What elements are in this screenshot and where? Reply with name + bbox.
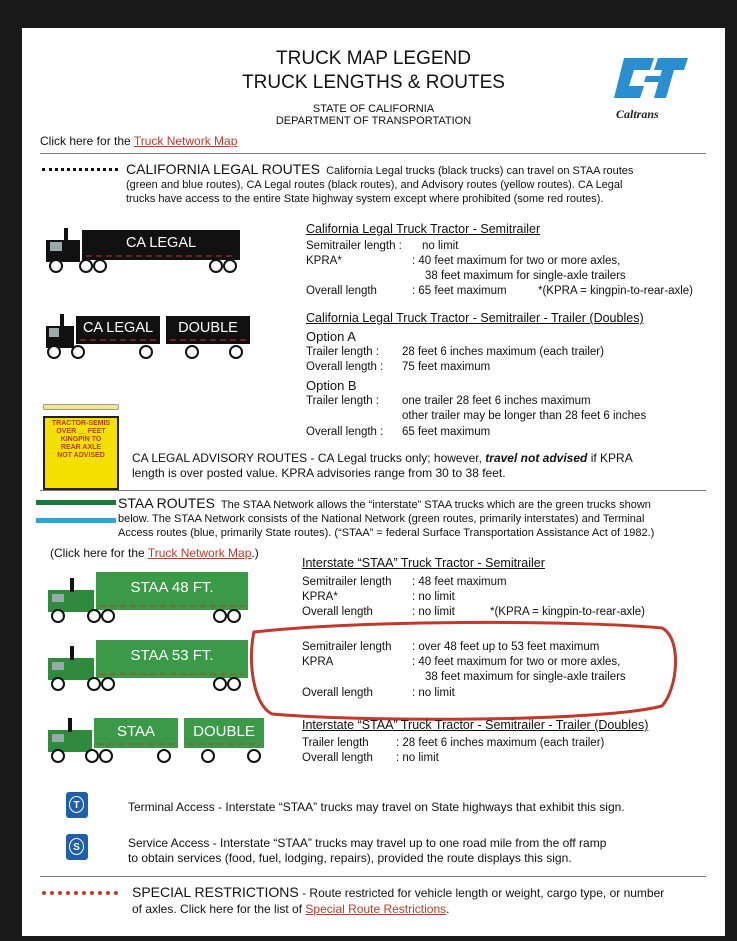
staa-48-truck-label: STAA 48 FT.: [130, 578, 214, 596]
option-a-trailer-label: Trailer length :: [306, 346, 380, 358]
agency-department: DEPARTMENT OF TRANSPORTATION: [275, 115, 472, 127]
option-a-heading: Option A: [306, 329, 356, 344]
staa-desc-2: below. The STAA Network consists of the National Network (green routes, primarily interstates) and Terminal: [118, 513, 645, 525]
ca-legal-route-swatch: [42, 168, 118, 174]
option-b-trailer-label: Trailer length :: [306, 395, 380, 407]
advisory-text-a: - CA Legal trucks only; however,: [310, 451, 482, 465]
staa-network-map-prefix: (Click here for the: [50, 546, 145, 560]
option-b-overall-value: 65 feet maximum: [402, 426, 491, 438]
staa-network-map-suffix: .): [251, 546, 259, 560]
special-restrictions-title: SPECIAL RESTRICTIONS: [132, 884, 299, 900]
special-restrictions-text-c: .: [446, 902, 450, 916]
staa-title: STAA ROUTES: [118, 495, 215, 511]
agency-state: STATE OF CALIFORNIA: [312, 103, 435, 115]
ca-legal-overall-label: Overall length: [306, 285, 377, 297]
legal-routes-desc-3: trucks have access to the entire State highway system except where prohibited (some red routes).: [126, 193, 604, 205]
staa-48-kpra-note: *(KPRA = kingpin-to-rear-axle): [490, 606, 645, 618]
legal-routes-desc-1: California Legal trucks (black trucks) can travel on STAA routes: [326, 165, 634, 177]
ca-legal-semitrailer-value: no limit: [422, 240, 459, 252]
staa-53-semitrailer-value: : over 48 feet up to 53 feet maximum: [412, 641, 600, 653]
staa-double-trailer-label: Trailer length: [302, 737, 369, 749]
staa-block: [118, 496, 718, 540]
ca-legal-spec-title: California Legal Truck Tractor - Semitrailer: [306, 222, 541, 236]
ca-double-truck: [42, 310, 252, 360]
truck-network-map-link[interactable]: Truck Network Map: [133, 134, 238, 148]
advisory-sign-line-4: REAR AXLE: [60, 444, 102, 451]
staa-48-truck: [44, 568, 250, 624]
legend-page: [22, 28, 725, 936]
staa-48-semitrailer-label: Semitrailer length: [302, 576, 392, 588]
caltrans-logo: [610, 52, 690, 122]
staa-double-spec-title: Interstate “STAA” Truck Tractor - Semitrailer - Trailer (Doubles): [302, 718, 649, 732]
ca-legal-kpra-value-2: 38 feet maximum for single-axle trailers: [425, 270, 626, 282]
legal-routes-title: CALIFORNIA LEGAL ROUTES: [126, 161, 320, 177]
ca-legal-semitrailer-label: Semitrailer length :: [306, 240, 402, 252]
ca-double-spec-title: California Legal Truck Tractor - Semitrailer - Trailer (Doubles): [306, 311, 644, 325]
ca-legal-truck: [42, 224, 242, 274]
ca-legal-kpra-value: : 40 feet maximum for two or more axles,: [412, 255, 621, 267]
terminal-access-text: Terminal Access - Interstate “STAA” trucks may travel on State highways that exhibit this sign.: [128, 800, 625, 814]
ca-double-truck-label-1: CA LEGAL: [82, 320, 154, 336]
staa-53-kpra-value: : 40 feet maximum for two or more axles,: [412, 656, 621, 668]
advisory-text-line-2: length is over posted value. KPRA advisories range from 30 to 38 feet.: [132, 466, 506, 480]
option-a-trailer-value: 28 feet 6 inches maximum (each trailer): [402, 346, 604, 358]
caltrans-logo-text: Caltrans: [616, 107, 659, 121]
advisory-sign-line-3: KINGPIN TO: [60, 436, 102, 443]
advisory-text: [132, 451, 712, 481]
ca-legal-kpra-label: KPRA*: [306, 255, 342, 267]
option-b-heading: Option B: [306, 378, 357, 393]
advisory-sign: [43, 416, 119, 490]
network-map-line: [40, 134, 237, 148]
ca-legal-overall-value: : 65 feet maximum: [412, 285, 507, 297]
staa-double-truck: [44, 712, 266, 764]
advisory-sign-line-5: NOT ADVISED: [57, 452, 105, 459]
option-a-overall-value: 75 feet maximum: [402, 361, 491, 373]
service-access-text-1: Service Access - Interstate “STAA” trucks may travel up to one road mile from the off ramp: [128, 836, 607, 850]
option-b-trailer-value-2: other trailer may be longer than 28 feet 6 inches: [402, 410, 647, 422]
special-restrictions-block: [132, 884, 722, 917]
divider-3: [40, 876, 706, 877]
staa-53-kpra-label: KPRA: [302, 656, 334, 668]
option-b-trailer-value: one trailer 28 feet 6 inches maximum: [402, 395, 591, 407]
service-access-text: [128, 836, 606, 866]
staa-double-trailer-value: : 28 feet 6 inches maximum (each trailer): [396, 737, 605, 749]
staa-53-truck: [44, 636, 250, 692]
advisory-sign-line-2: OVER __ FEET: [56, 428, 106, 435]
advisory-sign-line-1: TRACTOR-SEMIS: [51, 420, 111, 427]
legal-routes-desc-2: (green and blue routes), CA Legal routes (black routes), and Advisory routes (yellow routes). CA Legal: [126, 179, 623, 191]
staa-48-overall-value: : no limit: [412, 606, 455, 618]
divider-2: [40, 490, 706, 491]
advisory-title: CA LEGAL ADVISORY ROUTES: [132, 451, 308, 465]
ca-legal-spec: [306, 222, 540, 236]
ca-double-truck-label-2: DOUBLE: [178, 320, 238, 336]
staa-truck-network-map-link[interactable]: Truck Network Map: [147, 546, 252, 560]
service-access-sign-icon: [66, 834, 88, 860]
page-title-line2: TRUCK LENGTHS & ROUTES: [242, 72, 505, 93]
staa-53-truck-label: STAA 53 FT.: [130, 646, 214, 664]
staa-network-map-line: [50, 546, 259, 560]
option-a-overall-label: Overall length :: [306, 361, 384, 373]
staa-desc-3: Access routes (blue, primarily State routes). (“STAA” = federal Surface Transportation Assistance Act of 1982.): [118, 527, 655, 539]
staa-blue-route-swatch: [36, 518, 116, 523]
option-b-overall-label: Overall length :: [306, 426, 384, 438]
legal-routes-block: [126, 162, 716, 206]
staa-48-spec-title: Interstate “STAA” Truck Tractor - Semitrailer: [302, 556, 545, 570]
staa-green-route-swatch: [36, 500, 116, 505]
caltrans-logo-icon: [610, 52, 690, 108]
staa-48-overall-label: Overall length: [302, 606, 373, 618]
staa-desc-1: The STAA Network allows the “interstate” STAA trucks which are the green trucks shown: [220, 499, 651, 511]
advisory-emphasis: travel not advised: [485, 451, 588, 465]
staa-double-overall-value: : no limit: [396, 752, 439, 764]
staa-53-overall-label: Overall length: [302, 687, 373, 699]
advisory-route-swatch: [43, 404, 119, 410]
staa-double-truck-label-1: STAA: [116, 722, 156, 740]
terminal-access-sign-icon: [66, 792, 88, 818]
advisory-text-b: if KPRA: [590, 451, 633, 465]
staa-48-kpra-value: : no limit: [412, 591, 455, 603]
staa-double-truck-label-2: DOUBLE: [193, 722, 255, 740]
network-map-prefix: Click here for the: [40, 134, 131, 148]
special-route-restrictions-link[interactable]: Special Route Restrictions: [305, 902, 447, 916]
service-access-sign-letter: S: [69, 838, 84, 855]
special-restriction-swatch: [42, 891, 118, 899]
special-restrictions-text-a: - Route restricted for vehicle length or weight, cargo type, or number: [302, 886, 665, 900]
terminal-access-sign-letter: T: [69, 796, 84, 813]
staa-48-kpra-label: KPRA*: [302, 591, 338, 603]
staa-48-semitrailer-value: : 48 feet maximum: [412, 576, 507, 588]
staa-53-kpra-value-2: 38 feet maximum for single-axle trailers: [425, 671, 626, 683]
page-title-line1: TRUCK MAP LEGEND: [276, 48, 471, 69]
special-restrictions-text-b: of axles. Click here for the list of: [132, 902, 303, 916]
service-access-text-2: to obtain services (food, fuel, lodging, repairs), provided the route displays this sign.: [128, 851, 572, 865]
staa-53-semitrailer-label: Semitrailer length: [302, 641, 392, 653]
staa-double-overall-label: Overall length: [302, 752, 373, 764]
ca-legal-kpra-note: *(KPRA = kingpin-to-rear-axle): [538, 285, 693, 297]
staa-53-overall-value: : no limit: [412, 687, 455, 699]
ca-legal-truck-label: CA LEGAL: [125, 235, 197, 251]
divider-1: [40, 153, 706, 154]
